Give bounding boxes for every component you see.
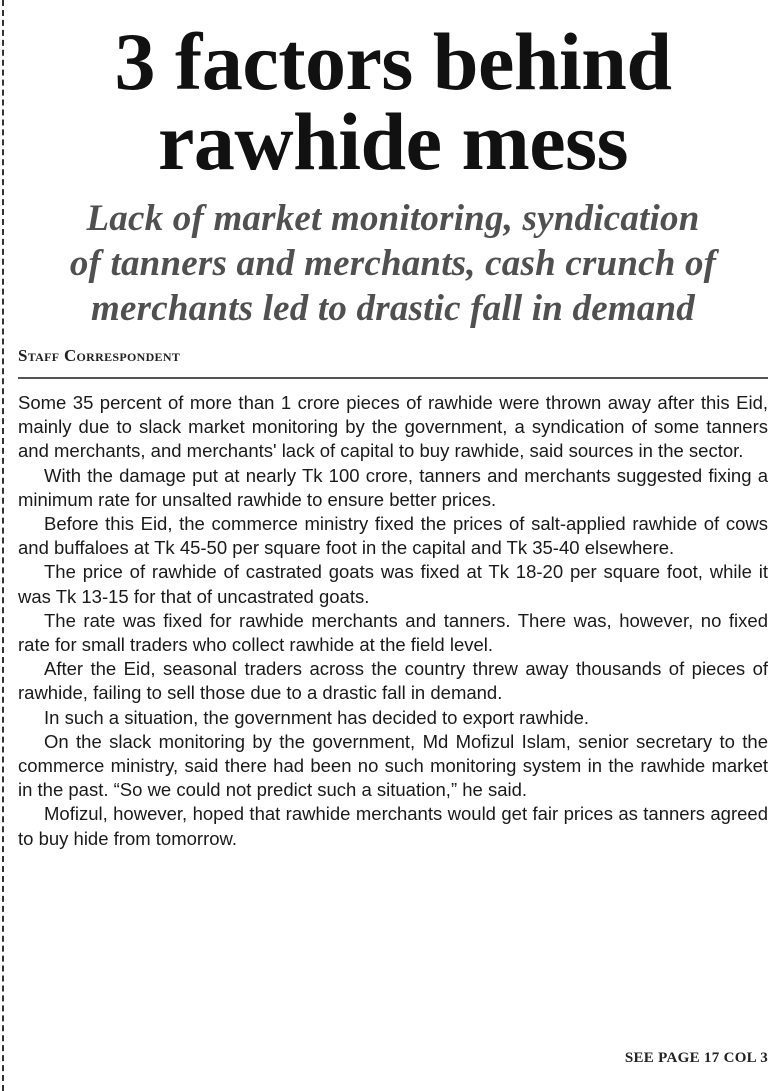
subheadline-line-3: merchants led to drastic fall in demand <box>91 288 695 329</box>
headline-line-1: 3 factors behind <box>114 16 672 107</box>
paragraph-8: On the slack monitoring by the government, Md Mofizul Islam, senior secretary to the commerce ministry, said there had been no such monitoring system in the rawhide market in the past. “So we could not predict such a situation,” he said. <box>18 730 768 801</box>
paragraph-2: With the damage put at nearly Tk 100 crore, tanners and merchants suggested fixing a minimum rate for unsalted rawhide to ensure better prices. <box>18 464 768 510</box>
paragraph-3: Before this Eid, the commerce ministry fixed the prices of salt-applied rawhide of cows and buffaloes at Tk 45-50 per square foot in the capital and Tk 35-40 elsewhere. <box>18 513 768 559</box>
paragraph-9: Mofizul, however, hoped that rawhide merchants would get fair prices as tanners agreed to buy hide from tomorrow. <box>18 803 768 849</box>
news-article <box>18 0 768 851</box>
paragraph-1: Some 35 percent of more than 1 crore pieces of rawhide were thrown away after this Eid, mainly due to slack market monitoring by the government, a syndication of some tanners and merchants, and merchants' lack of capital to buy rawhide, said sources in the sector. <box>18 392 768 462</box>
paragraph-4: The price of rawhide of castrated goats was fixed at Tk 18-20 per square foot, while it was Tk 13-15 for that of uncastrated goats. <box>18 561 768 607</box>
headline-line-2: rawhide mess <box>157 96 629 187</box>
clipping-cut-line <box>2 0 4 1091</box>
subheadline <box>18 196 768 331</box>
paragraph-7: In such a situation, the government has decided to export rawhide. <box>44 706 590 728</box>
byline: Staff Correspondent <box>18 346 181 365</box>
subheadline-line-2: of tanners and merchants, cash crunch of <box>69 243 717 284</box>
paragraph-5: The rate was fixed for rawhide merchants and tanners. There was, however, no fixed rate for small traders who collect rawhide at the field level. <box>18 609 768 656</box>
article-body <box>18 391 768 851</box>
continuation-note: SEE PAGE 17 COL 3 <box>624 1050 768 1066</box>
byline-divider <box>18 377 768 379</box>
paragraph-6: After the Eid, seasonal traders across the country threw away thousands of pieces of rawhide, failing to sell those due to a drastic fall in demand. <box>18 658 768 704</box>
subheadline-line-1: Lack of market monitoring, syndication <box>86 198 700 239</box>
headline <box>18 16 768 187</box>
